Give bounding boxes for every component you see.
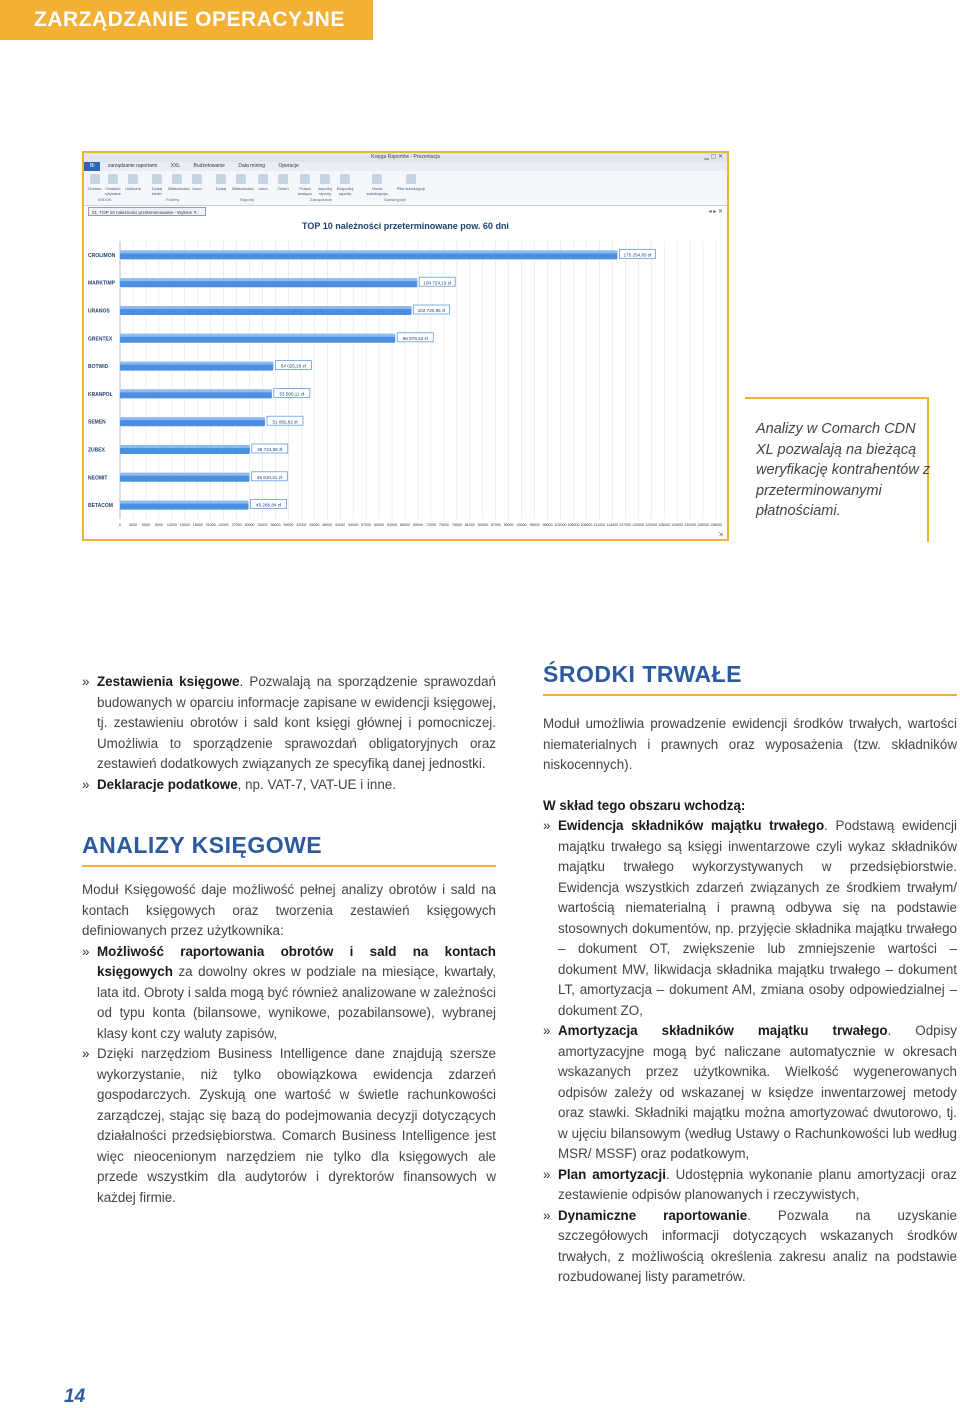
x-tick-label: 18000 <box>192 523 203 527</box>
x-tick-label: 102000 <box>554 523 567 527</box>
ribbon-group-view: WIDOK <box>98 197 112 202</box>
x-tick-label: 27000 <box>231 523 242 527</box>
ribbon-btn-report-props[interactable]: Właściwości <box>232 174 250 191</box>
x-tick-label: 51000 <box>335 523 346 527</box>
x-tick-label: 33000 <box>257 523 268 527</box>
bar-category-label: BOTWID <box>88 364 109 371</box>
document-tab-label: 01. TOP 10 należności przeterminowane - Wykres <box>92 210 193 215</box>
page-number: 14 <box>64 1386 86 1407</box>
ribbon-btn-export[interactable]: Eksportuj raporty <box>336 174 354 196</box>
ribbon-tab-operations[interactable]: Operacje <box>278 163 299 169</box>
ribbon-tab-budget[interactable]: Budżetowanie <box>193 163 225 169</box>
x-tick-label: 12000 <box>166 523 177 527</box>
x-tick-label: 15000 <box>179 523 190 527</box>
ribbon-group-subscriptions: Subskrypcje <box>384 197 406 202</box>
tab-scroll-icon[interactable]: ◂ ▸ ✕ <box>708 209 723 215</box>
bar-highlight <box>120 250 617 253</box>
bullet-depreciation-plan: » Plan amortyzacji. Udostępnia wykonanie planu amortyzacji oraz zestawienie odpisów planowanych i rzeczywistych, <box>543 1165 957 1206</box>
x-tick-label: 60000 <box>374 523 385 527</box>
data-label: 102 720,95 zł <box>417 308 446 314</box>
x-tick-label: 117000 <box>619 523 632 527</box>
properties-icon <box>236 174 246 184</box>
data-label: 175 254,83 zł <box>623 252 652 258</box>
resize-grip-icon[interactable]: ⇲ <box>717 532 723 538</box>
app-window-title: Księga Raportów - Prezentacja <box>371 154 440 160</box>
play-icon <box>278 174 288 184</box>
add-icon <box>216 174 226 184</box>
export-icon <box>340 174 350 184</box>
x-tick-label: 78000 <box>451 523 462 527</box>
x-tick-label: 69000 <box>413 523 423 527</box>
bullet-depreciation: » Amortyzacja składników majątku trwałego. Odpisy amortyzacyjne mogą być naliczane automatycznie w okresach wskazanych przez użytkownika. Wielkość wygenerowanych odpisów zależy od wskazanej w księdze inwentarzowej metody oraz stawki. Składniki majątku można amortyzować dwutorowo, tj. w ujęciu bilansowym (według Ustawy o Rachunkowości lub według MSR/ MSSF) oraz podatkowym, <box>543 1021 957 1165</box>
x-tick-label: 90000 <box>503 523 514 527</box>
bar-category-label: SEMEN <box>88 419 106 426</box>
section-title-fixed-assets: ŚRODKI TRWAŁE <box>543 660 957 696</box>
bar-category-label: MARKTIMP <box>88 280 115 287</box>
x-tick-label: 75000 <box>438 523 449 527</box>
x-tick-label: 120000 <box>632 523 645 527</box>
bar-category-label: CROLIMON <box>88 252 116 259</box>
document-tab[interactable]: 01. TOP 10 należności przeterminowane - Wykres ✕ <box>88 207 206 216</box>
bar-highlight <box>120 417 265 420</box>
x-tick-label: 57000 <box>361 523 372 527</box>
bar-chart <box>84 237 727 537</box>
x-tick-label: 63000 <box>387 523 398 527</box>
ribbon-btn-change[interactable]: Zmień <box>274 174 292 191</box>
window-controls-icon[interactable]: ▁ ▢ ✕ <box>704 154 723 160</box>
x-tick-label: 30000 <box>244 523 255 527</box>
bar-highlight <box>120 306 412 309</box>
bar-highlight <box>120 501 249 504</box>
delete-icon <box>258 174 268 184</box>
x-tick-label: 93000 <box>516 523 527 527</box>
bullet-business-intelligence: » Dzięki narzędziom Business Intelligence dane znajdują szersze wykorzystanie, niż tylko obowiązkowa ewidencja zdarzeń gospodarczych. Zyskują one wartość w świetle rachunkowości zarządczej, stając się bazą do podejmowania decyzji dotyczących działalności przedsiębiorstwa. Comarch Business Intelligence jest więc nieocenionym narzędziem nie tylko dla księgowych ale przede wszystkim dla audytorów i dyrektorów finansowych w każdej firmie. <box>82 1044 496 1208</box>
ribbon-tab-datamining[interactable]: Data mining <box>238 163 266 169</box>
ribbon-btn-add-folder[interactable]: Dodaj folder <box>148 174 166 196</box>
ribbon-group-reports: Raporty <box>240 197 255 202</box>
bullet-turnover-reporting: » Możliwość raportowania obrotów i sald na kontach księgowych za dowolny okres w podziale na miesiące, kwartały, lata itd. Obroty i salda mogą być również analizowane w zależności od typu konta (bilansowe, wynikowe, pozabilansowe), wybranej klasy kont czy waluty zapisów, <box>82 942 496 1045</box>
bar-category-label: ZUBEX <box>88 447 105 454</box>
x-tick-label: 3000 <box>128 523 137 527</box>
data-label: 53 500,11 zł <box>279 391 305 397</box>
x-tick-label: 42000 <box>296 523 307 527</box>
ribbon-tab-bi[interactable]: Bi <box>84 162 100 171</box>
folder-add-icon <box>152 174 162 184</box>
x-tick-label: 81000 <box>464 523 475 527</box>
x-tick-label: 105000 <box>567 523 580 527</box>
x-tick-label: 66000 <box>400 523 411 527</box>
key-icon <box>300 174 310 184</box>
ribbon-btn-permissions[interactable]: Prawa dostępu <box>296 174 314 196</box>
x-tick-label: 138000 <box>710 523 722 527</box>
bar-highlight <box>120 362 273 365</box>
bar-category-label: URANOS <box>88 308 110 315</box>
fixed-assets-subheading: W skład tego obszaru wchodzą: <box>543 797 746 813</box>
ribbon-btn-recent[interactable]: Ostatnio używane <box>104 174 122 196</box>
x-tick-label: 9000 <box>154 523 163 527</box>
bar-category-label: BETACOM <box>88 503 113 510</box>
file-icon <box>406 174 416 184</box>
mail-icon <box>372 174 382 184</box>
bar-category-label: KRANPOL <box>88 391 113 398</box>
bar-category-label: GRENTEX <box>88 336 113 343</box>
data-label: 45 288,84 zł <box>256 502 282 508</box>
x-tick-label: 54000 <box>348 523 359 527</box>
x-tick-label: 72000 <box>425 523 436 527</box>
ribbon-tabs <box>84 162 727 171</box>
data-label: 45 610,31 zł <box>256 474 282 480</box>
recent-icon <box>108 174 118 184</box>
bullet-tax-declarations: » Deklaracje podatkowe, np. VAT-7, VAT-UE i inne. <box>82 775 496 796</box>
data-label: 45 724,58 zł <box>257 447 283 453</box>
bullet-asset-register: » Ewidencja składników majątku trwałego. Podstawą ewidencji majątku trwałego są księgi inwentarzowe czyli wykaz składników majątku trwałego wykorzystywanych w przedsiębiorstwie. Ewidencja wszystkich zdarzeń związanych ze środkiem trwałym/ wartością niematerialną i prawną odbywa się na podstawie stosownych dokumentów, np. przyjęcie składnika majątku trwałego – dokument OT, zwiększenie lub zmniejszenie wartości – dokument MW, likwidacja składnika majątku trwałego – dokument LT, amortyzacja – dokument AM, zmiana osoby odpowiedzialnej – dokument ZO, <box>543 816 957 1021</box>
x-tick-label: 45000 <box>309 523 320 527</box>
bullet-accounting-reports: » Zestawienia księgowe. Pozwalają na sporządzenie sprawozdań budowanych w oparciu informacje zapisane w ewidencji księgowej, tj. zestawieniu obrotów i sald kont księgi głównej i pomocniczej. Umożliwia to sporządzenie sprawozdań obligatoryjnych oraz zestawień dodatkowych związanych ze specyfiką danej jednostki. <box>82 672 496 775</box>
bar-highlight <box>120 473 249 476</box>
x-tick-label: 87000 <box>490 523 501 527</box>
section-header-band <box>0 0 373 40</box>
accounting-intro: Moduł Księgowość daje możliwość pełnej analizy obrotów i sald na kontach księgowych oraz tworzenia zestawień księgowych definiowanych przez użytkownika: <box>82 882 496 938</box>
properties-icon <box>172 174 182 184</box>
right-column <box>543 660 957 1288</box>
ribbon-btn-add-report[interactable]: Dodaj <box>212 174 230 191</box>
data-label: 51 082,62 zł <box>272 419 298 425</box>
bar-highlight <box>120 278 417 281</box>
left-column <box>82 672 496 1208</box>
ribbon-btn-new-subscription[interactable]: Nowa subskrypcja <box>362 174 392 196</box>
ribbon-tab-xxl[interactable]: XXL <box>170 163 181 169</box>
delete-icon <box>192 174 202 184</box>
star-icon <box>128 174 138 184</box>
ribbon-btn-folder-props[interactable]: Właściwości <box>168 174 186 191</box>
ribbon-toolbar <box>84 171 727 206</box>
app-screenshot <box>82 151 729 541</box>
ribbon-btn-folder-delete[interactable]: Usuń <box>188 174 206 191</box>
ribbon-tab-reports[interactable]: zarządzanie raportami <box>107 163 158 169</box>
x-tick-label: 36000 <box>270 523 281 527</box>
fixed-assets-intro: Moduł umożliwia prowadzenie ewidencji środków trwałych, wartości niematerialnych i prawnych oraz wyposażenia (tzw. składników niskocennych). <box>543 716 957 772</box>
x-tick-label: 108000 <box>580 523 593 527</box>
bullet-dynamic-reporting: » Dynamiczne raportowanie. Pozwala na uzyskanie szczegółowych informacji dotyczących wskazanych środków trwałych, z możliwością określenia zakresu analiz na podstawie rozbudowanej listy parametrów. <box>543 1206 957 1288</box>
ribbon-group-manage: Zarządzanie <box>310 197 333 202</box>
x-tick-label: 0 <box>119 523 121 527</box>
import-icon <box>320 174 330 184</box>
data-label: 54 025,26 zł <box>280 363 306 369</box>
app-titlebar <box>84 153 727 162</box>
section-header-title: ZARZĄDZANIE OPERACYJNE <box>34 8 345 31</box>
ribbon-btn-report-delete[interactable]: Usuń <box>254 174 272 191</box>
tree-icon <box>90 174 100 184</box>
caption-frame-top <box>745 397 929 399</box>
x-tick-label: 123000 <box>645 523 658 527</box>
data-label: 96 979,22 zł <box>402 335 428 341</box>
x-tick-label: 114000 <box>606 523 619 527</box>
x-tick-label: 99000 <box>542 523 553 527</box>
bar-highlight <box>120 445 250 448</box>
bar-highlight <box>120 334 395 337</box>
ribbon-btn-subscription-files[interactable]: Pliki subskrypcji <box>396 174 426 191</box>
bar-category-label: NEOMIT <box>88 475 108 482</box>
ribbon-btn-favorites[interactable]: Ulubione <box>124 174 142 191</box>
x-tick-label: 21000 <box>205 523 216 527</box>
data-label: 104 724,19 zł <box>423 280 452 286</box>
x-tick-label: 96000 <box>529 523 540 527</box>
bar-highlight <box>120 389 272 392</box>
x-tick-label: 84000 <box>477 523 488 527</box>
x-tick-label: 135000 <box>697 523 710 527</box>
section-title-accounting-analysis: ANALIZY KSIĘGOWE <box>82 831 496 867</box>
chart-title: TOP 10 należności przeterminowane pow. 60 dni <box>302 221 509 231</box>
ribbon-btn-tree[interactable]: Drzewo <box>86 174 104 191</box>
x-tick-label: 48000 <box>322 523 333 527</box>
ribbon-group-folders: Foldery <box>166 197 180 202</box>
x-tick-label: 6000 <box>141 523 150 527</box>
x-tick-label: 24000 <box>218 523 229 527</box>
figure-caption: Analizy w Comarch CDN XL pozwalają na bieżącą weryfikację kontrahentów z przeterminowanymi płatnościami. <box>756 421 931 519</box>
ribbon-btn-import[interactable]: Importuj raporty <box>316 174 334 196</box>
x-tick-label: 111000 <box>593 523 606 527</box>
x-tick-label: 39000 <box>283 523 294 527</box>
x-tick-label: 132000 <box>684 523 697 527</box>
x-tick-label: 126000 <box>658 523 671 527</box>
x-tick-label: 129000 <box>671 523 684 527</box>
